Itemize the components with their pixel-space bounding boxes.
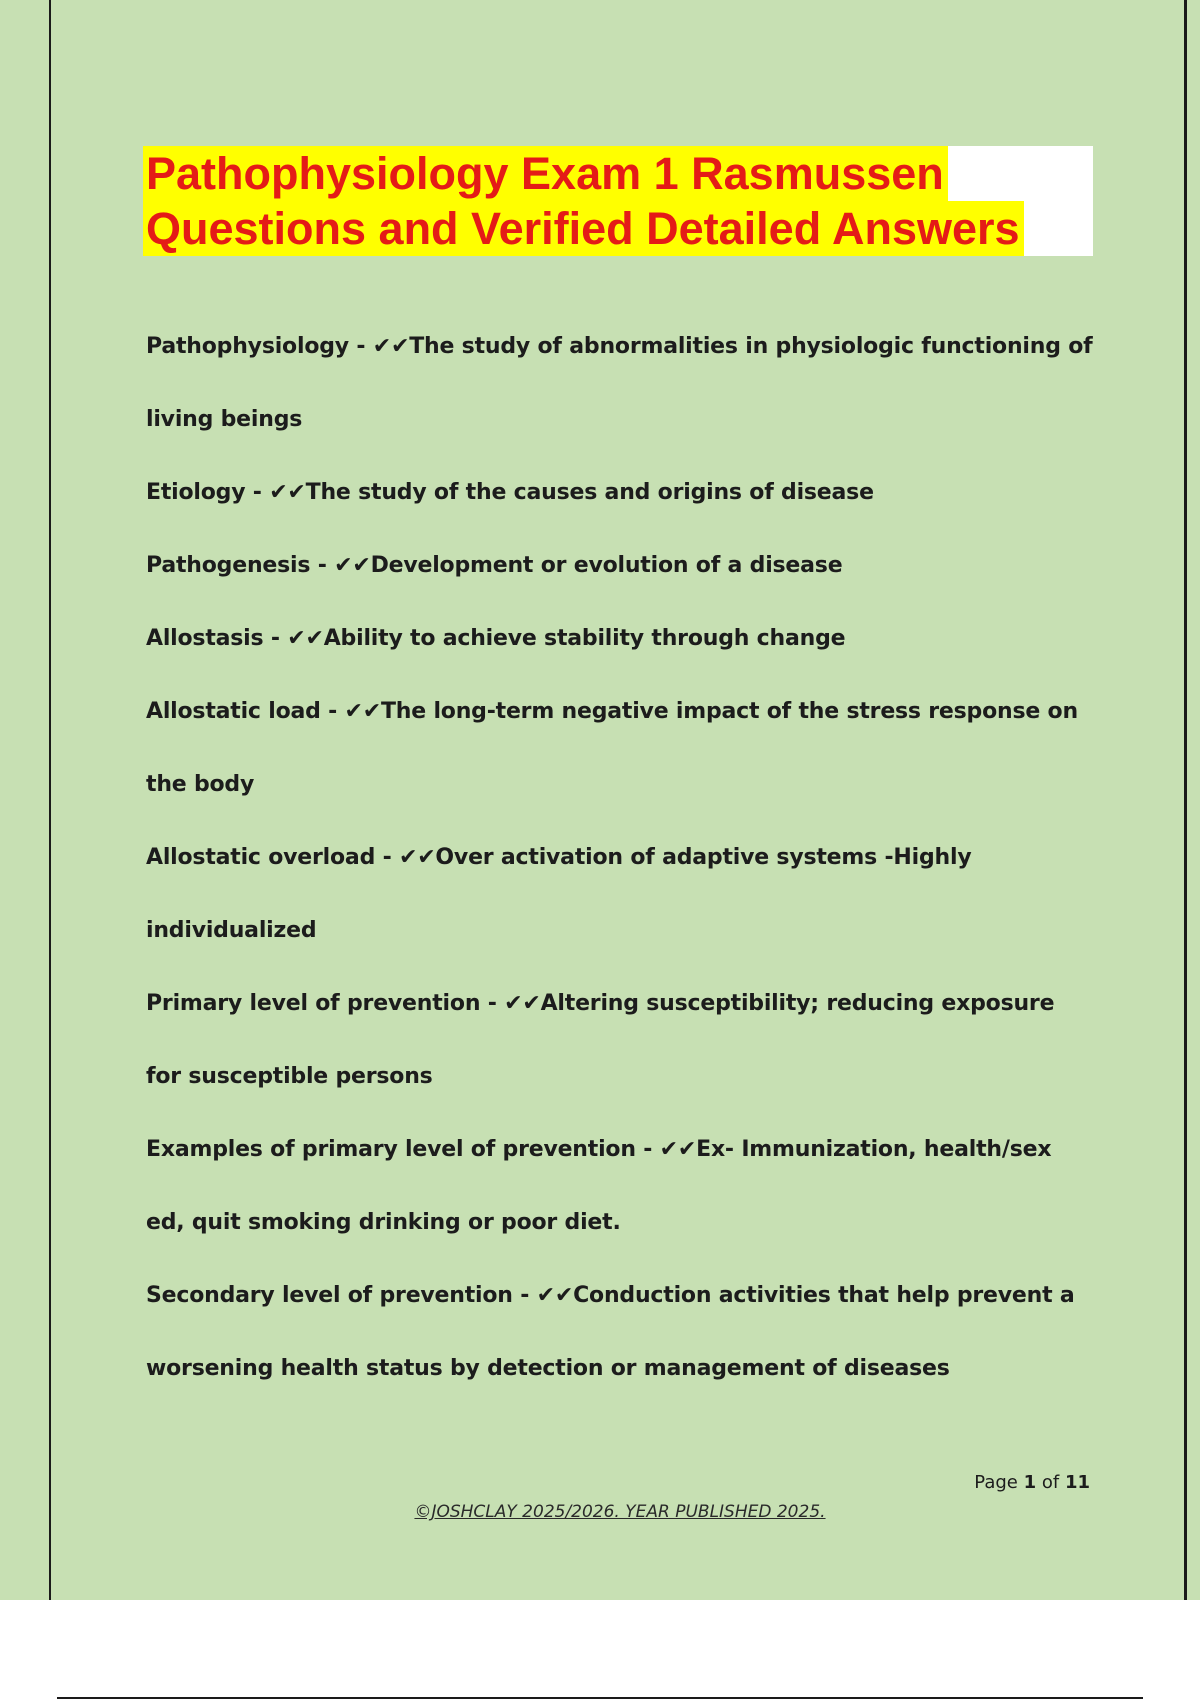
page-separator: of bbox=[1036, 1472, 1065, 1493]
page-number bbox=[940, 1472, 1090, 1493]
document-title bbox=[143, 146, 1093, 256]
qa-entry: Primary level of prevention - ✔✔Altering susceptibility; reducing exposure for susceptible persons bbox=[146, 991, 1055, 1089]
page-current: 1 bbox=[1023, 1472, 1037, 1493]
qa-entry: Allostasis - ✔✔Ability to achieve stability through change bbox=[146, 626, 846, 651]
page-prefix: Page bbox=[974, 1472, 1024, 1493]
qa-entry: Etiology - ✔✔The study of the causes and origins of disease bbox=[146, 480, 874, 505]
bottom-divider bbox=[57, 1697, 1143, 1699]
title-line-1: Pathophysiology Exam 1 Rasmussen bbox=[143, 146, 948, 201]
qa-entry: Pathogenesis - ✔✔Development or evolution of a disease bbox=[146, 553, 843, 578]
qa-entry: Allostatic load - ✔✔The long-term negative impact of the stress response on the body bbox=[146, 699, 1078, 797]
qa-entry: Allostatic overload - ✔✔Over activation of adaptive systems -Highly individualized bbox=[146, 845, 972, 943]
qa-entry: Examples of primary level of prevention - ✔✔Ex- Immunization, health/sex ed, quit smoking drinking or poor diet. bbox=[146, 1137, 1052, 1235]
page-border-right bbox=[1184, 0, 1187, 1600]
qa-entry: Pathophysiology - ✔✔The study of abnormalities in physiologic functioning of living beings bbox=[146, 334, 1093, 432]
qa-list bbox=[146, 310, 1096, 1405]
page-border-left bbox=[49, 0, 51, 1600]
page-total: 11 bbox=[1064, 1472, 1090, 1493]
title-line-2: Questions and Verified Detailed Answers bbox=[143, 201, 1024, 256]
copyright-footer: ©JOSHCLAY 2025/2026. YEAR PUBLISHED 2025. bbox=[414, 1502, 826, 1522]
qa-entry: Secondary level of prevention - ✔✔Conduction activities that help prevent a worsening health status by detection or management of diseases bbox=[146, 1283, 1075, 1381]
